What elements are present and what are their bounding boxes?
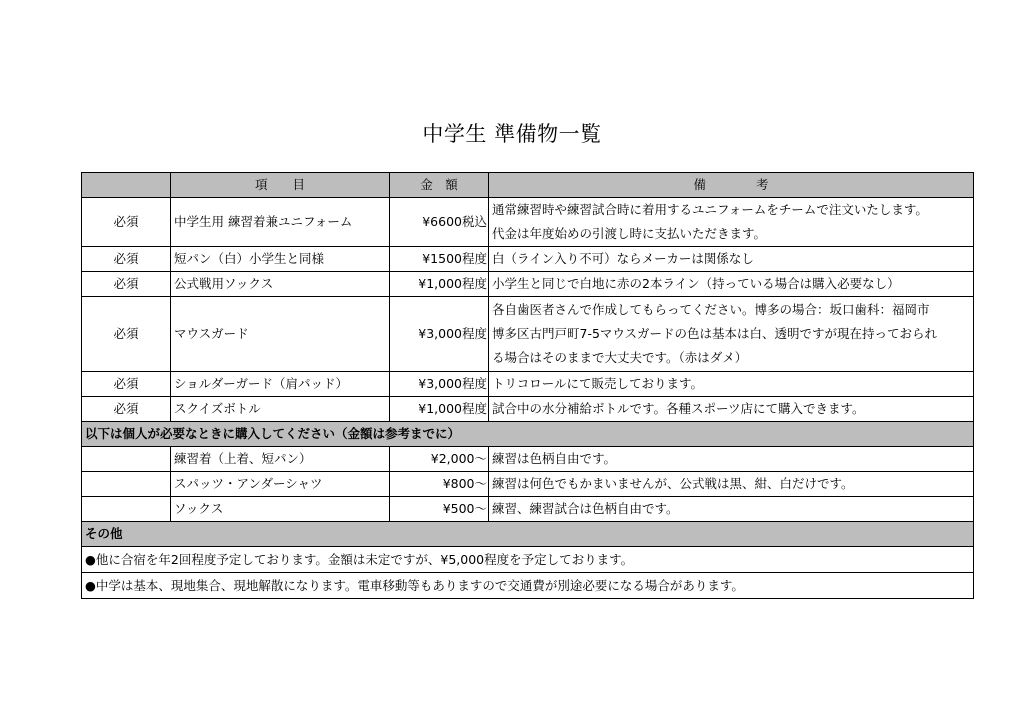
note-line: 博多区古門戸町7-5マウスガードの色は基本は白、透明ですが現在持っておられ bbox=[492, 326, 938, 341]
table-row bbox=[82, 497, 974, 522]
item-name: スパッツ・アンダーシャツ bbox=[171, 472, 390, 497]
item-name: スクイズボトル bbox=[171, 397, 390, 422]
table-row bbox=[82, 198, 974, 247]
item-note: 練習は何色でもかまいませんが、公式戦は黒、紺、白だけです。 bbox=[489, 472, 974, 497]
table-header-row bbox=[82, 173, 974, 198]
item-name: 練習着（上着、短パン） bbox=[171, 447, 390, 472]
table-row bbox=[82, 573, 974, 599]
note-line: 小学生と同じで白地に赤の2本ライン（持っている場合は購入必要なし） bbox=[492, 276, 900, 291]
page-title: 中学生 準備物一覧 bbox=[422, 122, 602, 146]
required-label: 必須 bbox=[82, 272, 171, 297]
required-label: 必須 bbox=[82, 247, 171, 272]
item-note: 練習、練習試合は色柄自由です。 bbox=[489, 497, 974, 522]
header-note: 備 考 bbox=[489, 173, 974, 198]
preparation-table bbox=[81, 172, 974, 599]
header-item: 項 目 bbox=[171, 173, 390, 198]
header-blank bbox=[82, 173, 171, 198]
other-section-heading: その他 bbox=[82, 522, 974, 547]
item-note bbox=[489, 372, 974, 397]
note-line: 白（ライン入り不可）ならメーカーは関係なし bbox=[492, 251, 754, 266]
item-price: ¥500～ bbox=[390, 497, 489, 522]
table-row bbox=[82, 272, 974, 297]
item-name: ソックス bbox=[171, 497, 390, 522]
table-row bbox=[82, 247, 974, 272]
table-row bbox=[82, 297, 974, 372]
required-label: 必須 bbox=[82, 297, 171, 372]
item-price: ¥3,000程度 bbox=[390, 372, 489, 397]
required-label: 必須 bbox=[82, 372, 171, 397]
item-note bbox=[489, 297, 974, 372]
table-row bbox=[82, 397, 974, 422]
item-price: ¥800～ bbox=[390, 472, 489, 497]
table-row bbox=[82, 472, 974, 497]
item-price: ¥1,000程度 bbox=[390, 272, 489, 297]
required-label: 必須 bbox=[82, 397, 171, 422]
table-row bbox=[82, 547, 974, 573]
item-price: ¥1500程度 bbox=[390, 247, 489, 272]
item-note bbox=[489, 272, 974, 297]
item-note bbox=[489, 198, 974, 247]
note-line: る場合はそのままで大丈夫です。（赤はダメ） bbox=[492, 350, 748, 365]
required-label bbox=[82, 497, 171, 522]
header-price: 金 額 bbox=[390, 173, 489, 198]
note-line: 通常練習時や練習試合時に着用するユニフォームをチームで注文いたします。 bbox=[492, 202, 928, 217]
required-label bbox=[82, 472, 171, 497]
note-line: トリコロールにて販売しております。 bbox=[492, 376, 704, 391]
item-price: ¥3,000程度 bbox=[390, 297, 489, 372]
required-label bbox=[82, 447, 171, 472]
item-note: 練習は色柄自由です。 bbox=[489, 447, 974, 472]
item-price: ¥2,000～ bbox=[390, 447, 489, 472]
other-note: ●他に合宿を年2回程度予定しております。金額は未定ですが、¥5,000程度を予定しております。 bbox=[82, 547, 974, 573]
table-row bbox=[82, 447, 974, 472]
other-section-heading-row bbox=[82, 522, 974, 547]
item-price: ¥1,000程度 bbox=[390, 397, 489, 422]
required-label: 必須 bbox=[82, 198, 171, 247]
optional-section-heading-row bbox=[82, 422, 974, 447]
item-name: 公式戦用ソックス bbox=[171, 272, 390, 297]
item-note bbox=[489, 397, 974, 422]
optional-section-heading: 以下は個人が必要なときに購入してください（金額は参考までに） bbox=[82, 422, 974, 447]
item-note bbox=[489, 247, 974, 272]
note-line: 試合中の水分補給ボトルです。各種スポーツ店にて購入できます。 bbox=[492, 401, 865, 416]
note-line: 各自歯医者さんで作成してもらってください。博多の場合：坂口歯科：福岡市 bbox=[492, 302, 930, 317]
note-line: 代金は年度始めの引渡し時に支払いただきます。 bbox=[492, 226, 767, 241]
item-name: ショルダーガード（肩パッド） bbox=[171, 372, 390, 397]
item-name: 短パン（白）小学生と同様 bbox=[171, 247, 390, 272]
item-price: ¥6600税込 bbox=[390, 198, 489, 247]
item-name: 中学生用 練習着兼ユニフォーム bbox=[171, 198, 390, 247]
other-note: ●中学は基本、現地集合、現地解散になります。電車移動等もありますので交通費が別途必要になる場合があります。 bbox=[82, 573, 974, 599]
item-name: マウスガード bbox=[171, 297, 390, 372]
table-row bbox=[82, 372, 974, 397]
